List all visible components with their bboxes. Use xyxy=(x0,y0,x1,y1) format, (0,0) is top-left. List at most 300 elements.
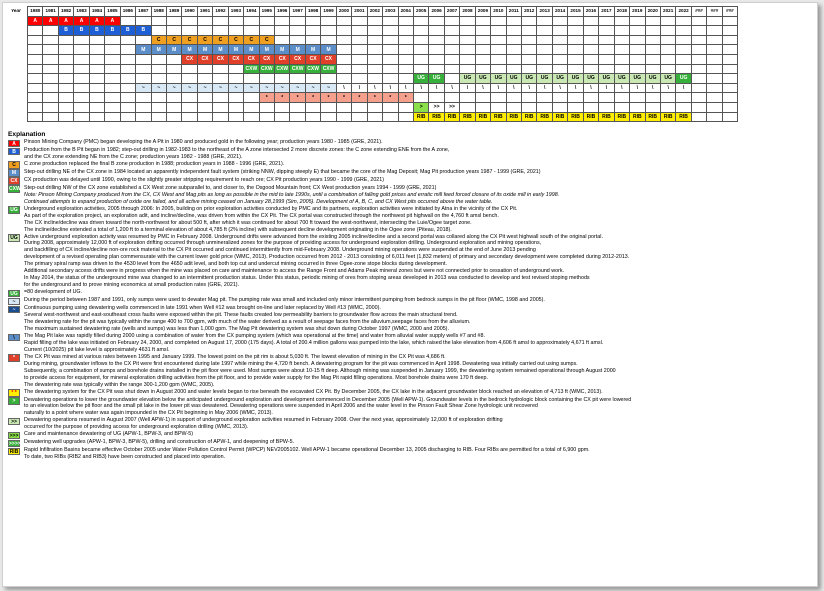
timeline-cell xyxy=(707,93,722,103)
legend-note-line: Continued attempts to expand production of oxide ore failed, and all active mining ceased on January 28,1999 (Sim, 2005). Development of A, B, C, and CX West pits occurred above the water table. xyxy=(24,198,493,205)
timeline-cell: M xyxy=(275,45,290,55)
timeline-cell: UG xyxy=(506,74,521,84)
timeline-cell xyxy=(722,74,737,84)
timeline-cell: RIB xyxy=(552,112,567,122)
year-cell: 1993 xyxy=(228,7,243,17)
row-label-spacer xyxy=(11,83,28,93)
timeline-cell xyxy=(491,54,506,64)
timeline-cell xyxy=(58,83,73,93)
timeline-cell xyxy=(583,54,598,64)
timeline-cell xyxy=(74,83,89,93)
timeline-cell xyxy=(429,16,444,26)
timeline-cell: * xyxy=(259,93,274,103)
timeline-cell: \ xyxy=(599,83,614,93)
timeline-cell xyxy=(352,26,367,36)
timeline-row xyxy=(11,64,738,74)
legend-entry xyxy=(8,147,813,161)
timeline-cell xyxy=(413,64,428,74)
timeline-row xyxy=(11,102,738,112)
timeline-cell xyxy=(305,16,320,26)
timeline-cell: C xyxy=(259,35,274,45)
legend-entry xyxy=(8,439,813,447)
year-cell: 2011 xyxy=(506,7,521,17)
timeline-cell: * xyxy=(398,93,413,103)
timeline-cell xyxy=(552,26,567,36)
timeline-cell xyxy=(213,64,228,74)
timeline-cell xyxy=(105,35,120,45)
legend-text xyxy=(24,177,384,184)
legend-line: naturally to a point where water was again impounded in the CX Pit beginning in May 2006 (WMC, 2013). xyxy=(24,410,273,417)
timeline-cell xyxy=(213,26,228,36)
timeline-cell: ~ xyxy=(275,83,290,93)
legend-line: Pinson Mining Company (PMC) began developing the A Pit in 1980 and produced gold in the following year; production years 1980 - 1985 (GRE, 2021). xyxy=(24,139,383,145)
timeline-cell: B xyxy=(120,26,135,36)
timeline-cell xyxy=(645,45,660,55)
timeline-cell: ~ xyxy=(151,83,166,93)
timeline-cell xyxy=(630,93,645,103)
timeline-cell xyxy=(398,26,413,36)
timeline-cell: RIB xyxy=(660,112,675,122)
legend-line: The Mag Pit lake was rapidly filled during 2000 using a combination of water from the CX pumping system (which was operational at the time) and water from alluvial water supply wells #7 and #8. xyxy=(24,332,485,339)
timeline-cell: \ xyxy=(568,83,583,93)
timeline-cell: CXW xyxy=(291,65,304,72)
timeline-cell: CXW xyxy=(245,65,258,72)
timeline-cell xyxy=(336,64,351,74)
timeline-cell xyxy=(614,93,629,103)
timeline-cell xyxy=(691,26,706,36)
timeline-cell xyxy=(413,45,428,55)
timeline-cell xyxy=(58,102,73,112)
timeline-cell xyxy=(383,26,398,36)
timeline-cell xyxy=(136,35,151,45)
timeline-cell xyxy=(398,45,413,55)
timeline-cell xyxy=(506,54,521,64)
timeline-cell xyxy=(120,35,135,45)
timeline-cell xyxy=(213,16,228,26)
timeline-cell: \ xyxy=(460,83,475,93)
year-cell: 1995 xyxy=(259,7,274,17)
timeline-cell: M xyxy=(228,45,243,55)
legend-line: Rapid Infiltration Basins became effective October 2005 under Water Pollution Control Permit (WPCP) NEV2005102. Well APW-1 became operational December 13, 2005 discharging to RIB. Four RIBs are permitted for a total of 6,900 gpm. xyxy=(24,447,590,454)
timeline-cell xyxy=(583,64,598,74)
timeline-cell xyxy=(722,64,737,74)
timeline-cell: CX xyxy=(321,54,336,64)
timeline-cell xyxy=(660,93,675,103)
timeline-cell xyxy=(120,112,135,122)
legend-swatch: B xyxy=(8,148,20,155)
timeline-cell xyxy=(413,35,428,45)
legend-line: To date, two RIBs (RIB2 and RIB3) have been constructed and placed into operation. xyxy=(24,454,226,461)
legend-text xyxy=(24,389,603,396)
year-cell: 2009 xyxy=(475,7,490,17)
timeline-cell: RIB xyxy=(413,112,428,122)
timeline-cell xyxy=(151,54,166,64)
legend-line: During 2008, approximately 12,000 ft of exploration drifting occurred through unmineralized zones for the purpose of providing access for underground exploration drilling. Underground exploration and mining operations, xyxy=(24,240,542,247)
timeline-cell xyxy=(691,16,706,26)
timeline-cell xyxy=(321,74,336,84)
year-cell: ### xyxy=(691,7,706,17)
legend-text xyxy=(24,169,541,176)
row-label-spacer xyxy=(11,26,28,36)
timeline-cell xyxy=(228,93,243,103)
timeline-cell xyxy=(552,35,567,45)
timeline-cell: ~ xyxy=(166,83,181,93)
timeline-cell: RIB xyxy=(522,112,537,122)
timeline-cell: RIB xyxy=(614,112,629,122)
timeline-cell xyxy=(568,54,583,64)
timeline-cell: \ xyxy=(630,83,645,93)
timeline-cell xyxy=(722,102,737,112)
timeline-cell: M xyxy=(136,45,151,55)
timeline-cell xyxy=(691,45,706,55)
timeline-cell xyxy=(583,26,598,36)
year-cell: 2002 xyxy=(367,7,382,17)
timeline-cell: B xyxy=(89,26,104,36)
year-label: Year xyxy=(11,8,21,14)
legend-swatch: UG xyxy=(8,206,20,213)
timeline-cell xyxy=(244,26,259,36)
timeline-cell: M xyxy=(213,45,228,55)
timeline-cell xyxy=(552,45,567,55)
timeline-cell xyxy=(583,102,598,112)
legend-line: The maximum sustained dewatering rate (wells and sumps) was less than 1,000 gpm. The Mag Pit dewatering system was shut down during October 1997 (WMC, 2000 and 2005). xyxy=(24,325,449,332)
timeline-cell xyxy=(568,93,583,103)
timeline-cell xyxy=(151,112,166,122)
legend-swatch: UG xyxy=(8,234,20,241)
timeline-cell xyxy=(383,45,398,55)
timeline-cell: UG xyxy=(599,74,614,84)
timeline-cell: \ xyxy=(491,83,506,93)
timeline-cell: ~ xyxy=(136,83,151,93)
timeline-cell xyxy=(460,64,475,74)
legend-text xyxy=(24,185,559,206)
timeline-cell xyxy=(614,26,629,36)
timeline-cell: M xyxy=(305,45,320,55)
timeline-cell: C xyxy=(244,35,259,45)
timeline-cell xyxy=(691,35,706,45)
timeline-cell xyxy=(568,16,583,26)
timeline-cell xyxy=(166,26,181,36)
timeline-cell xyxy=(367,26,382,36)
timeline-cell xyxy=(136,102,151,112)
timeline-cell xyxy=(336,54,351,64)
timeline-cell: RIB xyxy=(491,112,506,122)
timeline-cell xyxy=(660,102,675,112)
legend-line: CX production was delayed until 1990, owing to the slightly greater stripping requirement to reach ore; CX Pit production years 1990 - 1999 (GRE, 2021) xyxy=(24,176,385,183)
legend-line: Dewatering operations to lower the groundwater elevation below the anticipated underground exploration and development commenced in December 2005 (Well APW-1). Groundwater levels in the bedrock hydrologic block containing the CX pit were lowered xyxy=(24,396,632,403)
timeline-cell: CX xyxy=(275,54,290,64)
legend-line: Step-out drilling NE of the CX zone in 1984 located an apparently independent fault system (striking NNW, dipping steeply E) that became the core of the Mag Deposit; Mag Pit production years 1987 - 1999 (GRE, 2021) xyxy=(24,168,541,175)
legend-entry xyxy=(8,333,813,354)
timeline-cell xyxy=(58,54,73,64)
timeline-cell xyxy=(182,93,197,103)
timeline-cell xyxy=(722,16,737,26)
timeline-cell: CXW xyxy=(260,65,273,72)
timeline-cell: A xyxy=(43,16,58,26)
timeline-cell xyxy=(552,16,567,26)
timeline-cell: RIB xyxy=(599,112,614,122)
timeline-cell xyxy=(336,45,351,55)
timeline-cell: \ xyxy=(413,83,428,93)
timeline-cell xyxy=(460,45,475,55)
timeline-cell xyxy=(413,16,428,26)
timeline-cell xyxy=(367,74,382,84)
timeline-cell: CXW xyxy=(307,65,319,72)
legend-text xyxy=(24,439,294,446)
legend-note-line: Note: Pinson Mining Company produced from the CX, CX West and Mag pits as long as possible in the mid to late 1990s, until a combination of falling gold prices and erratic mill feed forced closure of its oxide mill in early 1998. xyxy=(24,191,560,198)
timeline-cell xyxy=(28,54,43,64)
timeline-cell xyxy=(213,74,228,84)
timeline-cell: * xyxy=(383,93,398,103)
row-label-spacer xyxy=(11,45,28,55)
timeline-cell xyxy=(74,54,89,64)
timeline-cell: CXW xyxy=(322,65,335,72)
timeline-cell xyxy=(630,45,645,55)
timeline-cell xyxy=(413,26,428,36)
legend-swatch: UG xyxy=(8,290,20,297)
legend-line: Current (10/2025) pit lake level is approximately 4631 ft amsl. xyxy=(24,346,170,353)
timeline-cell xyxy=(614,35,629,45)
legend-swatch: ~ xyxy=(8,306,20,313)
timeline-cell xyxy=(413,93,428,103)
timeline-cell xyxy=(182,64,197,74)
timeline-cell xyxy=(28,26,43,36)
timeline-cell xyxy=(89,93,104,103)
timeline-cell xyxy=(506,64,521,74)
legend-line: Rapid filling of the lake was initiated on February 24, 2000, and completed on August 17, 2000 (175 days). A total of 200.4 million gallons was pumped into the lake, which raised the lake elevation from 4,606 ft amsl to approximately 4,671 ft amsl. xyxy=(24,339,604,346)
timeline-cell xyxy=(660,26,675,36)
timeline-cell xyxy=(151,64,166,74)
timeline-cell xyxy=(43,93,58,103)
timeline-cell: \ xyxy=(367,83,382,93)
timeline-cell: UG xyxy=(429,74,444,84)
timeline-cell xyxy=(166,64,181,74)
timeline-cell xyxy=(383,64,398,74)
timeline-cell: UG xyxy=(522,74,537,84)
timeline-cell xyxy=(691,102,706,112)
timeline-cell xyxy=(305,74,320,84)
timeline-cell xyxy=(537,26,552,36)
year-cell: ### xyxy=(722,7,737,17)
timeline-cell xyxy=(645,64,660,74)
timeline-cell: UG xyxy=(645,74,660,84)
legend-text xyxy=(24,161,284,168)
legend-text xyxy=(24,305,470,333)
timeline-cell: >> xyxy=(444,102,459,112)
timeline-cell xyxy=(74,35,89,45)
timeline-cell: UG xyxy=(630,74,645,84)
year-cell: 2019 xyxy=(630,7,645,17)
timeline-cell xyxy=(352,45,367,55)
year-cell: 1986 xyxy=(120,7,135,17)
timeline-cell: UG xyxy=(475,74,490,84)
legend-text xyxy=(24,234,629,290)
timeline-cell xyxy=(491,93,506,103)
timeline-cell xyxy=(120,54,135,64)
timeline-cell xyxy=(491,35,506,45)
timeline-cell xyxy=(58,64,73,74)
timeline-cell xyxy=(197,26,212,36)
timeline-cell xyxy=(136,74,151,84)
timeline-cell xyxy=(460,26,475,36)
timeline-cell: \ xyxy=(522,83,537,93)
timeline-cell xyxy=(676,54,691,64)
legend-line: During the period between 1987 and 1991, only sumps were used to dewater Mag pit. The pumping rate was small and included only minor intermittent pumping from bedrock sumps in the pit floor (WMC, 1998 and 2005). xyxy=(24,297,545,304)
explanation-title: Explanation xyxy=(8,131,46,138)
timeline-cell: * xyxy=(367,93,382,103)
timeline-cell xyxy=(43,26,58,36)
timeline-cell xyxy=(676,26,691,36)
legend-text xyxy=(24,354,616,389)
timeline-cell: \ xyxy=(383,83,398,93)
timeline-cell: B xyxy=(74,26,89,36)
legend-entry xyxy=(8,297,813,305)
timeline-cell xyxy=(383,35,398,45)
legend-line: and the CX zone extending NE from the C zone; production years 1982 - 1988 (GRE, 2021). xyxy=(24,153,243,160)
timeline-cell xyxy=(290,26,305,36)
legend-line: The primary spiral ramp was driven to the 4530 level from the 4650 adit level, and both top cut and undercut mining occurred in three Ogee-zone stope blocks during development. xyxy=(24,261,447,268)
timeline-cell xyxy=(506,93,521,103)
timeline-cell: \ xyxy=(398,83,413,93)
timeline-cell xyxy=(136,16,151,26)
year-cell: 1987 xyxy=(136,7,151,17)
timeline-cell xyxy=(228,102,243,112)
timeline-cell xyxy=(398,16,413,26)
timeline-cell xyxy=(444,74,459,84)
timeline-cell: ~ xyxy=(228,83,243,93)
timeline-cell xyxy=(197,64,212,74)
timeline-cell xyxy=(166,54,181,64)
timeline-cell xyxy=(383,102,398,112)
timeline-cell xyxy=(707,45,722,55)
timeline-cell xyxy=(491,16,506,26)
timeline-cell: * xyxy=(352,93,367,103)
timeline-cell: UG xyxy=(614,74,629,84)
timeline-cell xyxy=(460,93,475,103)
timeline-cell xyxy=(614,64,629,74)
timeline-cell xyxy=(136,64,151,74)
timeline-cell: CXW xyxy=(276,65,289,72)
timeline-cell xyxy=(228,26,243,36)
year-cell: 2008 xyxy=(460,7,475,17)
timeline-cell xyxy=(275,74,290,84)
legend-line: for the underground and to prove mining economics at small production rates (GRE, 2021). xyxy=(24,282,240,289)
legend-swatch: >>>> xyxy=(9,440,21,447)
timeline-cell: \ xyxy=(444,83,459,93)
timeline-cell xyxy=(28,64,43,74)
year-cell: 2004 xyxy=(398,7,413,17)
timeline-cell xyxy=(722,83,737,93)
timeline-cell xyxy=(398,102,413,112)
timeline-cell xyxy=(645,102,660,112)
legend-entry xyxy=(8,206,813,234)
timeline-cell: A xyxy=(28,16,43,26)
timeline-cell xyxy=(691,112,706,122)
row-label-spacer xyxy=(11,16,28,26)
timeline-row xyxy=(11,45,738,55)
timeline-cell xyxy=(166,93,181,103)
timeline-cell xyxy=(583,16,598,26)
timeline-cell: C xyxy=(213,35,228,45)
timeline-cell xyxy=(599,35,614,45)
year-cell: 2018 xyxy=(614,7,629,17)
timeline-cell: UG xyxy=(660,74,675,84)
timeline-cell: CX xyxy=(197,54,212,64)
timeline-cell xyxy=(707,64,722,74)
timeline-cell: B xyxy=(136,26,151,36)
timeline-cell xyxy=(383,54,398,64)
timeline-cell xyxy=(645,93,660,103)
timeline-cell: CX xyxy=(182,54,197,64)
timeline-cell: \ xyxy=(537,83,552,93)
timeline-cell xyxy=(136,54,151,64)
timeline-cell: \ xyxy=(552,83,567,93)
timeline-cell: C xyxy=(197,35,212,45)
timeline-cell xyxy=(166,74,181,84)
timeline-cell xyxy=(290,74,305,84)
timeline-cell xyxy=(691,83,706,93)
year-cell: 2007 xyxy=(444,7,459,17)
year-header-row xyxy=(11,7,738,17)
timeline-cell xyxy=(197,93,212,103)
timeline-cell: CX xyxy=(213,54,228,64)
timeline-cell xyxy=(722,26,737,36)
timeline-cell xyxy=(105,74,120,84)
timeline-cell: ~ xyxy=(244,83,259,93)
row-label-spacer xyxy=(11,54,28,64)
timeline-cell xyxy=(429,93,444,103)
timeline-cell xyxy=(460,102,475,112)
timeline-cell: B xyxy=(105,26,120,36)
timeline-row xyxy=(11,93,738,103)
timeline-cell xyxy=(367,16,382,26)
timeline-cell xyxy=(336,35,351,45)
timeline-cell: C xyxy=(166,35,181,45)
timeline-cell xyxy=(197,16,212,26)
legend-line: The dewatering rate for the pit was typically within the range 400 to 700 gpm, with much of the water derived as a result of seepage faces from the alluvium,seepage faces from the alluvium. xyxy=(24,319,471,326)
timeline-cell xyxy=(367,64,382,74)
timeline-cell: UG xyxy=(413,74,428,84)
timeline-cell xyxy=(383,74,398,84)
timeline-row xyxy=(11,54,738,64)
timeline-cell xyxy=(151,102,166,112)
legend-entry xyxy=(8,305,813,333)
legend-line: Underground exploration activities, 2005 through 2006: In 2005, building on prior exploration activities conducted by PMC and its partners, exploration activities were initiated by Atna in the vicinity of the CX Pit. xyxy=(24,205,518,212)
timeline-cell xyxy=(537,16,552,26)
legend-line: Subsequently, a combination of sumps and borehole drains installed in the pit floor were used. Most sumps were about 10-15 ft deep. Although mining was suspended in January 1999, the dewatering system remained operational through August 2000 xyxy=(24,367,616,374)
timeline-cell xyxy=(444,54,459,64)
legend-swatch: CX xyxy=(8,177,20,184)
timeline-cell xyxy=(58,45,73,55)
timeline-cell xyxy=(568,64,583,74)
explanation-section xyxy=(8,131,813,461)
timeline-cell xyxy=(460,16,475,26)
timeline-cell xyxy=(522,16,537,26)
legend-swatch: RIB xyxy=(9,448,19,455)
timeline-cell xyxy=(707,26,722,36)
timeline-cell: RIB xyxy=(506,112,521,122)
timeline-cell: M xyxy=(321,45,336,55)
year-cell: 2021 xyxy=(660,7,675,17)
timeline-cell xyxy=(444,16,459,26)
timeline-cell xyxy=(444,26,459,36)
timeline-cell xyxy=(645,35,660,45)
legend-line: Active underground exploration activity was resumed by PMC in February 2008. Underground drifts were advanced from the existing 2005 incline/decline and a second portal was collared along the CX Pit west highwall south of the original portal. xyxy=(24,233,603,240)
timeline-cell xyxy=(213,102,228,112)
timeline-cell xyxy=(244,112,259,122)
timeline-cell xyxy=(259,74,274,84)
timeline-cell xyxy=(722,45,737,55)
